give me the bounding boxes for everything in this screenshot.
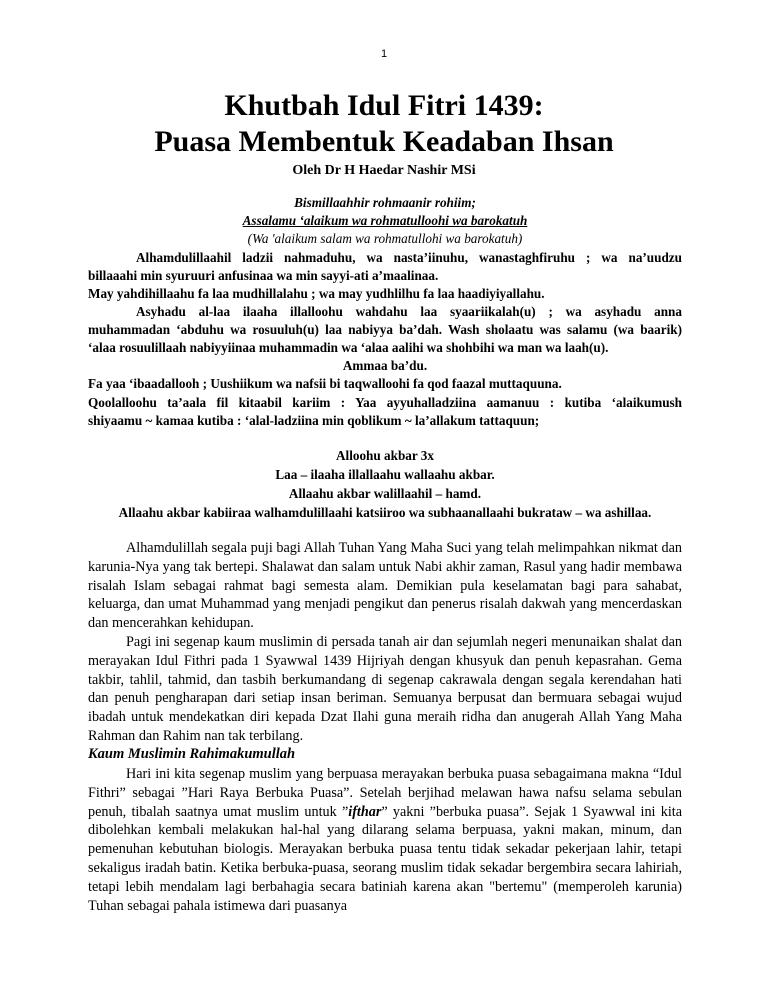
ifthar-term: ifthar [348,803,382,820]
takbir-line-1: Alloohu akbar 3x [336,448,434,463]
takbir-line-4: Allaahu akbar kabiiraa walhamdulillaahi katsiiroo wa subhaanallaahi bukrataw – wa ashillaa. [118,505,652,520]
body-paragraphs-1 [88,539,682,746]
page-number: 1 [380,48,388,60]
title-line-2: Puasa Membentuk Keadaban Ihsan [154,125,614,158]
opening-line-10: shiyaamu ~ kamaa kutiba : ‘alal-ladziina min qoblikum ~ la’allakum tattaquun; [88,413,540,428]
takbir-line-2: Laa – ilaaha illallaahu wallaahu akbar. [275,467,495,482]
opening-line-8: Fa yaa ‘ibaadallooh ; Uushiikum wa nafsii bi taqwalloohi fa qod faazal muttaquuna. [88,376,562,391]
title-line-1: Khutbah Idul Fitri 1439: [224,89,544,122]
body-paragraphs-2 [88,765,682,915]
opening-line-7: Ammaa ba’du. [342,358,428,373]
paragraph-3-part-c: ” yakni ”berbuka puasa”. Sejak 1 Syawwal ini kita dibolehkan kembali melakukan hal-hal yang dilarang selama berpuasa, yakni makan, minum, dan pemenuhan kebutuhan biologis. Merayakan berbuka puasa tentu tidak sekadar pekerjaan lahir, tetapi sekaligus iradah batin. Ketika berbuka-puasa, seorang muslim tidak sekadar bergembira secara lahiriah, tetapi lebih mendalam lagi berbahagia secara batiniah karena akan "bertemu" (memperoleh karunia) Tuhan sebagai pahala istimewa dari puasanya [88,803,682,914]
takbir-line-3: Allaahu akbar walillaahil – hamd. [288,486,482,501]
paragraph-1: Alhamdulillah segala puji bagi Allah Tuhan Yang Maha Suci yang telah melimpahkan nikmat dan karunia-Nya yang tak bertepi. Shalawat dan salam untuk Nabi akhir zaman, Rasul yang hadir membawa risalah Islam sebagai rahmat bagi semesta alam. Demikian pula keselamatan bagi para sahabat, keluarga, dan umat Muhammad yang menjadi pengikut dan penerus risalah dakwah yang mencerdaskan dan mencerahkan kehidupan. [88,540,682,632]
section-heading: Kaum Muslimin Rahimakumullah [88,746,296,762]
opening-line-5: muhammadan ‘abduhu wa rosuuluh(u) laa nabiyya ba’dah. Wash sholaatu was salamu (wa baarik) [88,322,682,337]
opening-line-3: May yahdihillaahu fa laa mudhillalahu ; wa may yudhlilhu fa laa haadiyiyallahu. [88,286,545,301]
salam-reply: (Wa 'alaikum salam wa rohmatullohi wa barokatuh) [247,231,523,246]
paragraph-2: Pagi ini segenap kaum muslimin di persada tanah air dan sejumlah negeri menunaikan shalat dan merayakan Idul Fithri pada 1 Syawwal 1439 Hijriyah dengan khusyuk dan penuh kepasrahan. Gema takbir, tahlil, tahmid, dan tasbih berkumandang di segenap cakrawala dengan segala kerendahan hati dan penuh pengharapan dari setiap insan beriman. Semuanya berpusat dan bermuara sebagai wujud ibadah untuk mendekatkan diri kepada Dzat Ilahi guna meraih ridha dan anugerah Allah Yang Maha Rahman dan Rahim nan tak terbilang. [88,633,682,744]
opening-line-4: Asyhadu al-laa ilaaha illalloohu wahdahu laa syaariikalah(u) ; wa asyhadu anna [136,304,682,319]
basmalah: Bismillaahhir rohmaanir rohiim; [294,195,476,210]
salam-greeting: Assalamu ‘alaikum wa rohmatulloohi wa barokatuh [242,213,528,228]
opening-line-6: ‘alaa rosuulillaah nabiyyiinaa muhammadin wa ‘alaa aalihi wa shohbihi wa man wa laah(u). [88,340,609,355]
opening-line-2: billaaahi min syuruuri anfusinaa wa min sayyi-ati a’maalinaa. [88,268,439,283]
paragraph-3-part-a: Hari ini kita segenap muslim yang berpuasa merayakan berbuka puasa sebagaimana makna “Idul Fithri” sebagai ”Hari Raya Berbuka Puasa”. Setelah berjihad melawan hawa nafsu selama sebulan penuh, tibalah saatnya umat muslim untuk ” [88,766,682,820]
author-line: Oleh Dr H Haedar Nashir MSi [292,163,476,178]
opening-line-9: Qoolalloohu ta’aala fil kitaabil kariim : Yaa ayyuhalladziina aamanuu : kutiba ‘alaikumush [88,395,682,410]
paragraph-3 [88,765,682,915]
opening-line-1: Alhamdulillaahil ladzii nahmaduhu, wa nasta’iinuhu, wanastaghfiruhu ; wa na’uudzu [136,250,682,265]
